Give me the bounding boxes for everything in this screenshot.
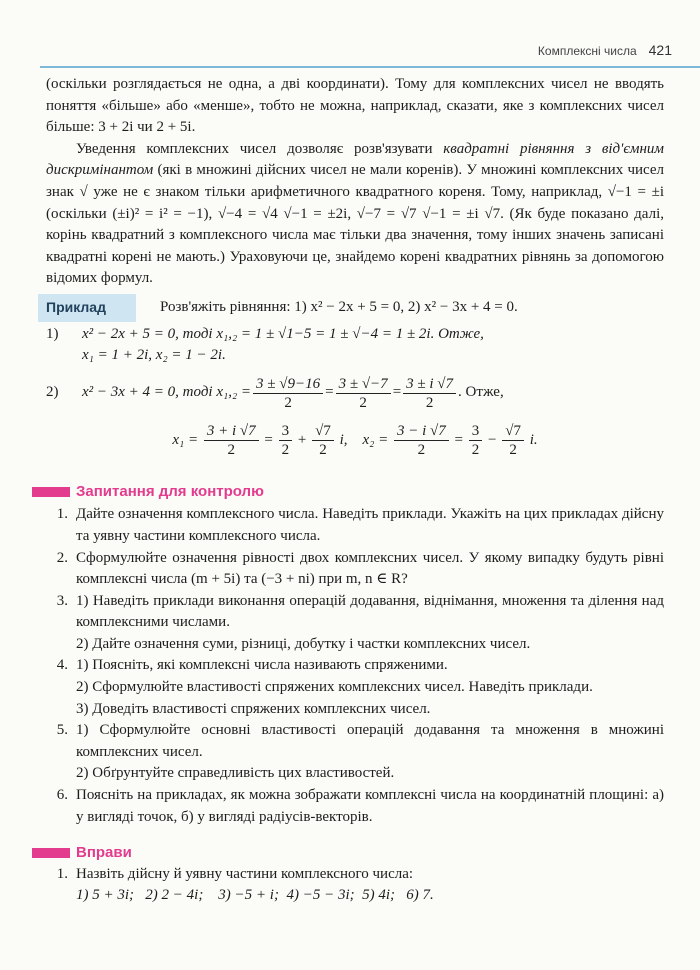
question-number: 2.	[56, 549, 68, 566]
fraction-denominator: 2	[509, 441, 517, 458]
question-text: 1) Сформулюйте основні властивості операцій додавання та множення в множині комплексних чисел.	[76, 722, 664, 760]
question-number: 4.	[56, 657, 68, 674]
exercises-section-header	[32, 842, 664, 864]
fraction-denominator: 2	[319, 441, 327, 458]
fraction-numerator: 3 ± i √7	[403, 375, 456, 394]
fraction-numerator: 3 − i √7	[394, 422, 449, 441]
step-2-fraction-1	[253, 375, 323, 412]
question-number: 6.	[56, 787, 68, 804]
exercise-options: 1) 5 + 3i; 2) 2 − 4i; 3) −5 + i; 4) −5 − 3i; 5) 4i; 6) 7.	[76, 887, 434, 904]
question-4	[46, 655, 664, 720]
intro-p2-italic: квадратні рівняння з від'ємним дискримінантом	[46, 140, 664, 179]
step-2-post: . Отже,	[458, 384, 504, 401]
exercise-number: 1.	[56, 865, 68, 882]
step-1-line-1: x² − 2x + 5 = 0, тоді x₁,₂ = 1 ± √1−5 = 1 ± √−4 = 1 ± 2i. Отже,	[82, 325, 484, 342]
fraction-numerator: 3 ± √−7	[336, 375, 391, 394]
x1-fraction-2	[279, 422, 293, 459]
x2-fraction-2	[469, 422, 483, 459]
x1-post: i,	[339, 431, 348, 448]
intro-p2-end: (які в множині дійсних чисел не мали коренів). У множині комплексних чисел знак √ уже не є знаком тільки арифметичного квадратного кореня. Тому, наприклад, √−1 = ±i (оскільки (±i)² = i² = −1), √−4 = √4 √−1 = ±2i, √−7 = √7 √−1 = ±i √7. (Як буде показано далі, корінь квадратний з комплексного числа має тільки два значення, тому інших значень записані квадратні корені не мають.) Ураховуючи це, знайдемо корені квадратних рівнянь за допомогою відомих формул.	[46, 162, 664, 287]
exercise-body	[76, 864, 664, 907]
x1-fraction-3	[312, 422, 334, 459]
page-body	[46, 74, 664, 907]
section-marker	[32, 848, 70, 858]
question-text: Дайте означення комплексного числа. Наведіть приклади. Укажіть на цих прикладах дійсну та уявну частини комплексного числа.	[76, 506, 664, 544]
step-2-fraction-2	[336, 375, 391, 412]
question-text: 3) Доведіть властивості спряжених комплексних чисел.	[76, 700, 431, 717]
example-task: Розв'яжіть рівняння: 1) x² − 2x + 5 = 0, 2) x² − 3x + 4 = 0.	[159, 298, 518, 315]
questions-section-header	[32, 481, 664, 503]
question-5	[46, 720, 664, 785]
question-body	[76, 591, 664, 656]
x2-label: x₂ =	[362, 431, 389, 448]
question-number: 5.	[56, 722, 68, 739]
x2-post: i.	[529, 431, 538, 448]
fraction-denominator: 2	[281, 441, 290, 458]
fraction-numerator: √7	[502, 422, 524, 441]
question-number: 1.	[56, 506, 68, 523]
example-label: Приклад	[38, 294, 136, 322]
question-text: Сформулюйте означення рівності двох комплексних чисел. У якому випадку будуть рівні комплексні числа (m + 5i) та (−3 + ni) при m, n ∈ R?	[76, 549, 664, 588]
step-2-pre: x² − 3x + 4 = 0, тоді x₁,₂ =	[82, 384, 252, 401]
intro-p2-start: Уведення комплексних чисел дозволяє розв'язувати	[76, 140, 444, 157]
x2-fraction-3	[502, 422, 524, 459]
x1-fraction-1	[204, 422, 259, 459]
roots-line: x₁ = $\frac{3 + i √7}{2}$ = $\frac{3}{2}$ + $\frac{√7}{2}$ i, x₂ = $\frac{3 - i √7}{2}$ = $\frac{3}{2}$ − $\frac{√7}{2}$ i.	[172, 422, 538, 458]
header-title: Комплексні числа	[537, 44, 637, 58]
fraction-numerator: 3 + i √7	[204, 422, 259, 441]
x1-label: x₁ =	[172, 431, 199, 448]
exercise-text: Назвіть дійсну й уявну частини комплексного числа:	[76, 865, 414, 882]
question-text: 1) Поясніть, які комплексні числа називають спряженими.	[76, 657, 448, 674]
fraction-denominator: 2	[359, 394, 367, 411]
question-text: 2) Дайте означення суми, різниці, добутку і частки комплексних чисел.	[76, 635, 531, 652]
question-3	[46, 591, 664, 656]
step-1-number: 1)	[46, 325, 59, 342]
questions-list	[46, 504, 664, 828]
section-marker	[32, 487, 70, 497]
exercises-title: Вправи	[76, 844, 132, 862]
page-number: 421	[648, 42, 672, 58]
fraction-numerator: 3	[469, 422, 483, 441]
step-2-number: 2)	[46, 384, 59, 401]
fraction-numerator: √7	[312, 422, 334, 441]
question-body	[76, 655, 664, 720]
questions-title: Запитання для контролю	[76, 482, 264, 500]
intro-paragraph-2	[46, 139, 664, 290]
fraction-denominator: 2	[417, 441, 426, 458]
fraction-denominator: 2	[471, 441, 480, 458]
question-2	[46, 548, 664, 591]
question-6	[46, 785, 664, 828]
example-step-2: 2) x² − 3x + 4 = 0, тоді x₁,₂ = $\frac{3 \pm √9-16}{2}$ = $\frac{3 \pm √-7}{2}$ = $\frac{3 \pm i √7}{2}$ . Отже,	[46, 375, 504, 411]
question-body	[76, 720, 664, 785]
exercise-1	[46, 864, 664, 907]
fraction-numerator: 3 ± √9−16	[253, 375, 323, 394]
question-text: 2) Обґрунтуйте справедливість цих властивостей.	[76, 765, 395, 782]
question-number: 3.	[56, 592, 68, 609]
x2-fraction-1	[394, 422, 449, 459]
question-text: Поясніть на прикладах, як можна зображати комплексні числа на координатній площині: а) у вигляді точок, б) у вигляді радіусів-векторів.	[76, 787, 664, 825]
fraction-numerator: 3	[279, 422, 293, 441]
question-1	[46, 504, 664, 547]
step-2-fraction-3	[403, 375, 456, 412]
question-text: 2) Сформулюйте властивості спряжених комплексних чисел. Наведіть приклади.	[76, 679, 593, 696]
running-header	[538, 42, 672, 58]
step-1-line-2: x₁ = 1 + 2i, x₂ = 1 − 2i.	[82, 347, 226, 364]
intro-paragraph-1: (оскільки розглядається не одна, а дві координати). Тому для комплексних чисел не вводять поняття «більше» або «менше», тобто не можна, наприклад, сказати, яке з комплексних чисел більше: 3 + 2i чи 2 + 5i.	[46, 76, 664, 136]
fraction-denominator: 2	[227, 441, 236, 458]
fraction-denominator: 2	[425, 394, 434, 411]
example-step-1	[46, 324, 664, 367]
question-text: 1) Наведіть приклади виконання операцій додавання, віднімання, множення та ділення над комплексними числами.	[76, 592, 664, 631]
header-rule	[40, 66, 700, 68]
example-header	[46, 294, 664, 322]
fraction-denominator: 2	[284, 394, 292, 411]
